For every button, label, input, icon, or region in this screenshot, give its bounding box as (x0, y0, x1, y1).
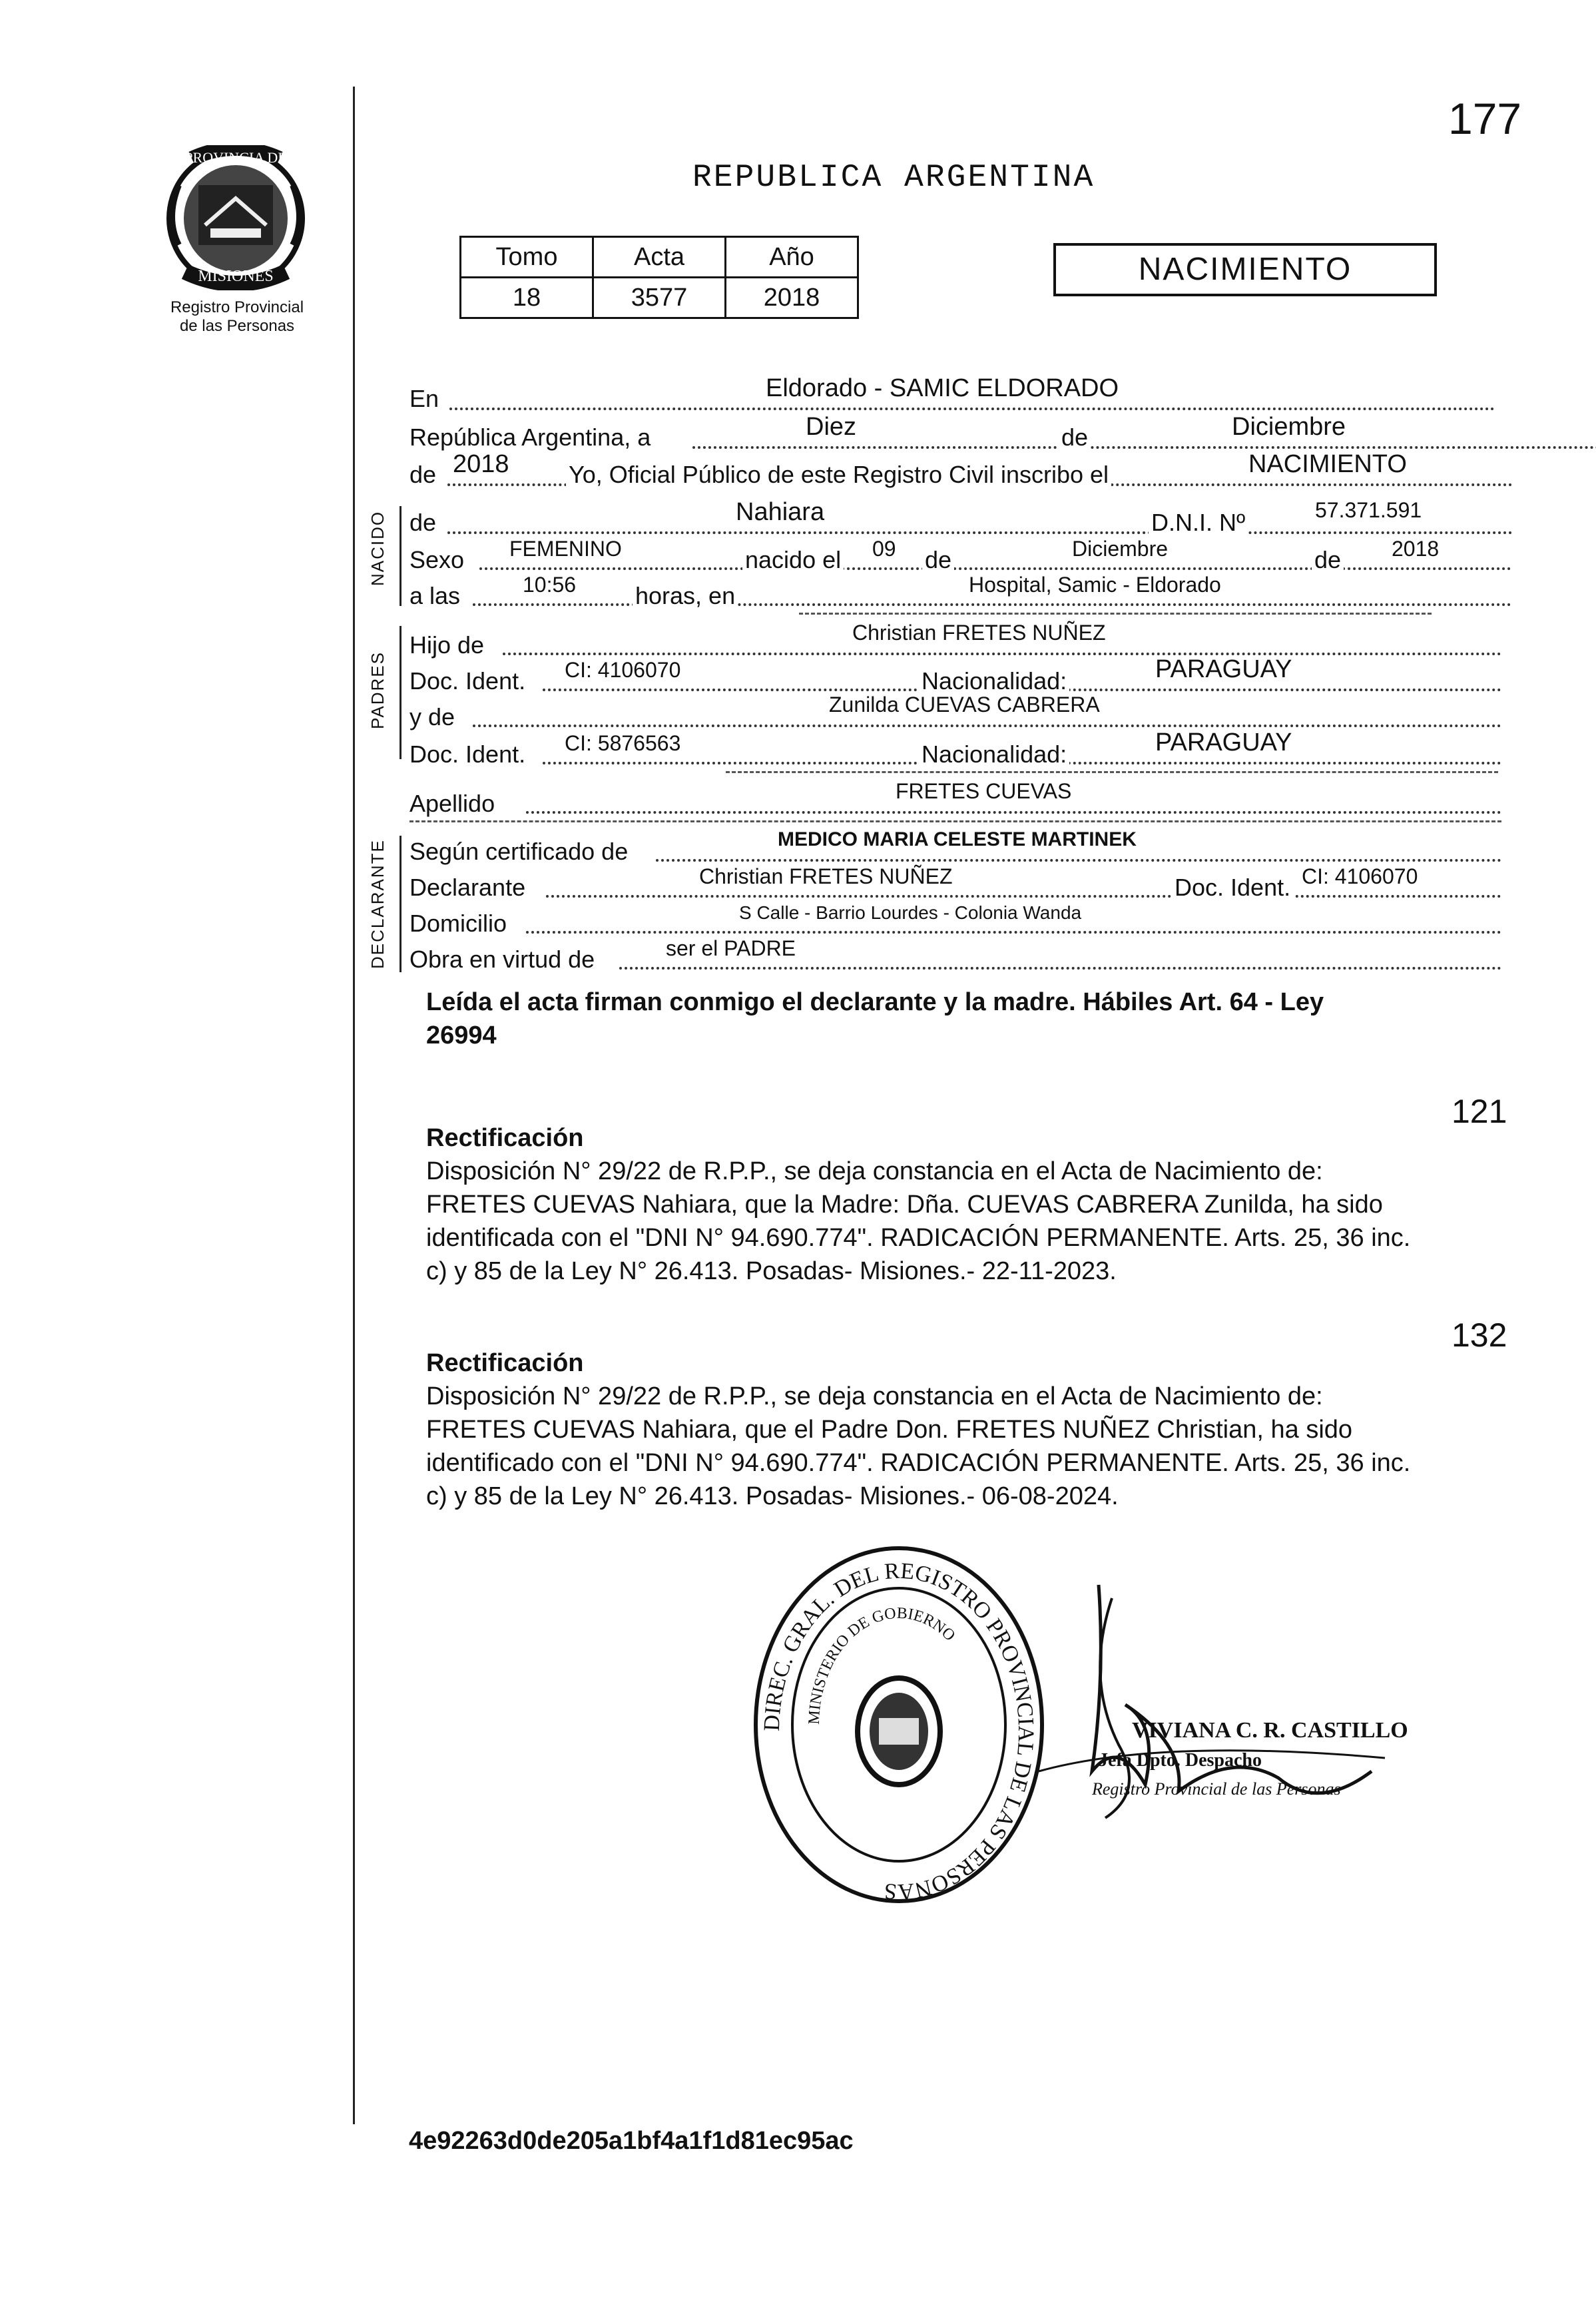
registry-label-line2: de las Personas (179, 317, 295, 335)
ref-header-acta: Acta (593, 237, 726, 278)
de4-label: de (922, 546, 954, 574)
dotted-line (619, 967, 1501, 970)
name-value: Nahiara (736, 498, 825, 526)
dotted-line (546, 895, 1501, 898)
hijo-label: Hijo de (409, 631, 485, 659)
dotted-line (503, 653, 1501, 655)
side-label-declarante: DECLARANTE (368, 839, 388, 969)
lugar-value: Hospital, Samic - Eldorado (969, 573, 1221, 597)
separator-line (726, 771, 1498, 773)
rectification-heading: Rectificación (426, 1124, 584, 1152)
mother-nac-label: Nacionalidad: (919, 740, 1069, 768)
rectification-line: c) y 85 de la Ley N° 26.413. Posadas- Misiones.- 06-08-2024. (426, 1482, 1119, 1510)
domicilio-label: Domicilio (409, 910, 507, 937)
dotted-line (692, 446, 1596, 449)
signature-icon (1025, 1572, 1398, 1851)
dotted-line (473, 725, 1501, 727)
closing-note-line2: 26994 (426, 1021, 497, 1049)
provincial-emblem-icon (158, 145, 313, 290)
document-title: REPUBLICA ARGENTINA (692, 160, 1095, 196)
reference-table (459, 236, 859, 319)
declarante-doc: CI: 4106070 (1302, 864, 1418, 888)
mother-value: Zunilda CUEVAS CABRERA (829, 693, 1100, 717)
seal-outer-text: DIREC. GRAL. DEL REGISTRO PROVINCIAL DE LAS PERSONAS (759, 1558, 1039, 1904)
signature-name: VIVIANA C. R. CASTILLO (1132, 1718, 1408, 1743)
dotted-line (473, 603, 1511, 606)
rectification-line: identificado con el "DNI N° 94.690.774". RADICACIÓN PERMANENTE. Arts. 25, 36 inc. (426, 1449, 1411, 1477)
rectification-number: 132 (1452, 1316, 1507, 1354)
father-doc: CI: 4106070 (565, 658, 681, 682)
registry-label-line1: Registro Provincial (170, 298, 304, 316)
emblem-text-top: PROVINCIA DE (184, 149, 287, 166)
year-value: 2018 (453, 450, 509, 478)
closing-note-line1: Leída el acta firman conmigo el declarante y la madre. Hábiles Art. 64 - Ley (426, 988, 1324, 1016)
sexo-value: FEMENINO (509, 537, 622, 561)
declarante-doc-label: Doc. Ident. (1172, 874, 1293, 902)
dotted-line (656, 859, 1501, 862)
apellido-value: FRETES CUEVAS (896, 779, 1072, 803)
hora-value: 10:56 (523, 573, 577, 597)
dni-label: D.N.I. Nº (1149, 509, 1248, 537)
dotted-line (479, 567, 1511, 570)
alas-label: a las (409, 582, 461, 609)
rectification-line: c) y 85 de la Ley N° 26.413. Posadas- Misiones.- 22-11-2023. (426, 1257, 1117, 1285)
ref-header-ano: Año (726, 237, 858, 278)
de5-label: de (1312, 546, 1344, 574)
rectification-body (426, 1380, 1505, 1513)
certificado-value: MEDICO MARIA CELESTE MARTINEK (778, 828, 1137, 850)
yde-label: y de (409, 703, 455, 730)
father-nationality: PARAGUAY (1155, 655, 1292, 683)
birth-day: 09 (872, 537, 896, 561)
side-label-padres: PADRES (368, 651, 388, 729)
declarante-label: Declarante (409, 874, 526, 901)
birth-month: Diciembre (1072, 537, 1169, 561)
record-type-box: NACIMIENTO (1053, 243, 1437, 296)
rectification-line: identificada con el "DNI N° 94.690.774". RADICACIÓN PERMANENTE. Arts. 25, 36 inc. (426, 1224, 1411, 1252)
nacido-label: nacido el (742, 546, 844, 574)
rectification-body (426, 1155, 1505, 1288)
father-nac-label: Nacionalidad: (919, 667, 1069, 695)
en-label: En (409, 385, 439, 412)
rectification-line: FRETES CUEVAS Nahiara, que la Madre: Dña. CUEVAS CABRERA Zunilda, ha sido (426, 1191, 1383, 1219)
obra-label: Obra en virtud de (409, 946, 595, 973)
declarante-value: Christian FRETES NUÑEZ (699, 864, 953, 888)
ref-value-acta: 3577 (593, 278, 726, 318)
apellido-label: Apellido (409, 790, 495, 817)
de2-label: de (409, 461, 437, 488)
ref-value-tomo: 18 (461, 278, 593, 318)
rectification-line: FRETES CUEVAS Nahiara, que el Padre Don. FRETES NUÑEZ Christian, ha sido (426, 1416, 1353, 1444)
father-doc-label: Doc. Ident. (409, 667, 526, 695)
rectification-heading: Rectificación (426, 1349, 584, 1377)
ref-header-tomo: Tomo (461, 237, 593, 278)
registry-label (150, 298, 324, 336)
de3-label: de (409, 509, 437, 536)
certificado-label: Según certificado de (409, 838, 629, 865)
signature-org: Registro Provincial de las Personas (1092, 1779, 1341, 1799)
bracket-declarante (399, 836, 405, 972)
dotted-line (526, 811, 1501, 814)
sexo-label: Sexo (409, 546, 465, 573)
official-seal-icon (739, 1532, 1059, 1904)
dni-value: 57.371.591 (1315, 498, 1422, 522)
page-number: 177 (1448, 94, 1522, 143)
closing-note (426, 986, 1505, 1052)
bracket-nacido (399, 506, 405, 606)
dotted-line (449, 408, 1495, 410)
mother-nationality: PARAGUAY (1155, 728, 1292, 756)
horas-label: horas, en (633, 582, 738, 610)
inscribo-value: NACIMIENTO (1248, 450, 1407, 478)
emblem-text-bottom: MISIONES (198, 268, 274, 285)
document-hash: 4e92263d0de205a1bf4a1f1d81ec95ac (409, 2127, 854, 2155)
dotted-line (526, 931, 1501, 934)
obra-value: ser el PADRE (666, 936, 796, 960)
rectification-number: 121 (1452, 1093, 1507, 1130)
domicilio-value: S Calle - Barrio Lourdes - Colonia Wanda (739, 902, 1082, 923)
margin-line (353, 87, 355, 2124)
day-value: Diez (806, 413, 857, 441)
bracket-padres (399, 626, 405, 759)
father-value: Christian FRETES NUÑEZ (852, 621, 1106, 645)
month-value: Diciembre (1232, 413, 1346, 441)
mother-doc-label: Doc. Ident. (409, 740, 526, 768)
de-label: de (1059, 424, 1091, 451)
side-label-nacido: NACIDO (368, 510, 388, 586)
mother-doc: CI: 5876563 (565, 731, 681, 755)
seal-inner-text: MINISTERIO DE GOBIERNO (805, 1604, 959, 1725)
rectification-line: Disposición N° 29/22 de R.P.P., se deja constancia en el Acta de Nacimiento de: (426, 1382, 1323, 1410)
republica-label: República Argentina, a (409, 424, 651, 451)
birth-year: 2018 (1392, 537, 1440, 561)
en-value: Eldorado - SAMIC ELDORADO (766, 374, 1119, 402)
dotted-line (447, 531, 1513, 534)
ref-value-ano: 2018 (726, 278, 858, 318)
oficial-label: Yo, Oficial Público de este Registro Civil inscribo el (566, 461, 1111, 489)
separator-line (799, 613, 1432, 615)
signature-role: Jefa Dpto. Despacho (1099, 1750, 1262, 1771)
rectification-line: Disposición N° 29/22 de R.P.P., se deja constancia en el Acta de Nacimiento de: (426, 1157, 1323, 1185)
separator-line (409, 820, 1501, 822)
